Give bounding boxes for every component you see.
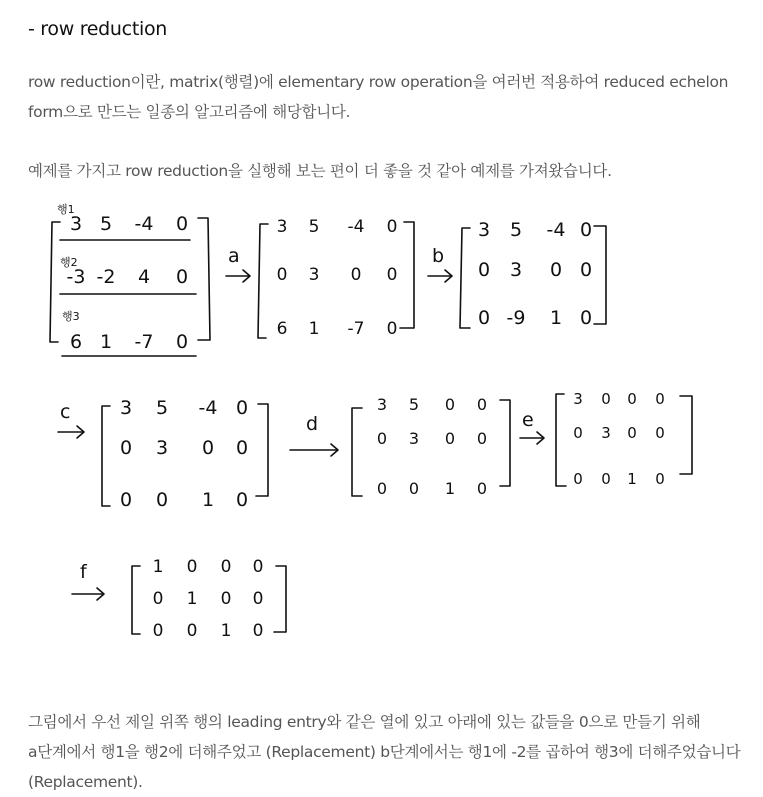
matrix-entry: 0 [119,437,133,459]
matrix-entry: 0 [376,429,388,448]
matrix-entry: 4 [137,266,151,288]
matrix-entry: -7 [347,319,365,339]
matrix-after-a [258,217,414,339]
matrix-entry: 1 [308,319,320,339]
step-e: e [522,409,534,431]
matrix-entry: -7 [134,331,154,353]
matrix-entry: 0 [186,557,198,577]
matrix-entry: 0 [408,479,420,498]
matrix-entry: 3 [276,217,288,237]
matrix-entry: 1 [627,470,637,488]
explanation-line-2: a단계에서 행1을 행2에 더해주었고 (Replacement) b단계에서는 행1에 -2를 곱하여 행3에 더해주었습니다 [28,743,741,761]
matrix-entry: 0 [235,489,249,511]
matrix-entry: 5 [308,217,320,237]
matrix-entry: 3 [573,390,583,408]
matrix-entry: 0 [579,307,593,329]
arrow-e-icon [520,432,544,444]
matrix-entry: 0 [376,479,388,498]
matrix-entry: 1 [549,307,563,329]
step-c: c [60,401,71,423]
matrix-entry: 6 [69,331,83,353]
matrix-entry: 0 [579,219,593,241]
matrix-entry: 0 [201,437,215,459]
matrix-entry: 1 [99,331,113,353]
matrix-entry: 0 [476,395,488,414]
step-d: d [306,413,319,435]
matrix-entry: 0 [235,397,249,419]
matrix-entry: 0 [386,319,398,339]
matrix-entry: 0 [477,307,491,329]
step-a: a [228,245,240,267]
matrix-entry: 0 [252,557,264,577]
matrix-after-e [556,390,692,488]
matrix-entry: 3 [119,397,133,419]
matrix-entry: 0 [252,589,264,609]
row-label-2: 행2 [60,256,78,269]
matrix-entry: 0 [155,489,169,511]
matrix-entry: 0 [477,259,491,281]
row-label-3: 행3 [62,310,80,323]
example-line: 예제를 가지고 row reduction을 실행해 보는 편이 더 좋을 것 같아 예제를 가져왔습니다. [28,162,612,180]
matrix-entry: 0 [276,265,288,285]
explanation-paragraph [28,707,740,797]
matrix-entry: 0 [235,437,249,459]
matrix-entry: 0 [573,424,583,442]
matrix-entry: -9 [506,307,526,329]
matrix-entry: 0 [601,470,611,488]
row-label-1: 행1 [57,203,75,216]
matrix-entry: 0 [220,589,232,609]
matrix-after-b [460,219,606,329]
arrow-b-icon [428,270,452,282]
matrix-entry: 0 [252,621,264,641]
matrix-entry: 3 [376,395,388,414]
explanation-line-1: 그림에서 우선 제일 위쪽 행의 leading entry와 같은 열에 있고 아래에 있는 값들을 0으로 만들기 위해 [28,713,701,731]
matrix-entry: 3 [155,437,169,459]
arrow-a-icon [226,270,250,282]
matrix-entry: 6 [276,319,288,339]
section-heading: - row reduction [28,18,168,40]
matrix-entry: 3 [69,213,83,235]
matrix-entry: 0 [186,621,198,641]
matrix-entry: 0 [476,429,488,448]
matrix-entry: 1 [220,621,232,641]
matrix-entry: 3 [509,259,523,281]
matrix-entry: 5 [155,397,169,419]
arrow-f-icon [72,588,104,600]
matrix-entry: 0 [175,213,189,235]
step-f: f [80,561,87,583]
matrix-entry: 0 [655,390,665,408]
matrix-entry: 1 [152,557,164,577]
matrix-entry: -3 [66,266,86,288]
matrix-entry: 0 [627,424,637,442]
matrix-entry: 0 [152,589,164,609]
matrix-entry: 0 [655,424,665,442]
matrix-entry: 0 [573,470,583,488]
matrix-entry: 0 [444,395,456,414]
intro-line-2: form으로 만드는 일종의 알고리즘에 해당합니다. [28,103,351,121]
matrix-entry: 3 [477,219,491,241]
matrix-entry: 0 [476,479,488,498]
matrix-entry: 5 [99,213,113,235]
matrix-entry: 0 [627,390,637,408]
matrix-reduced-echelon [132,557,286,641]
matrix-entry: -4 [198,397,218,419]
matrix-entry: 3 [308,265,320,285]
matrix-entry: 3 [408,429,420,448]
matrix-entry: 5 [509,219,523,241]
matrix-original [50,202,210,356]
matrix-entry: 0 [175,331,189,353]
step-b: b [432,245,445,267]
matrix-after-c [102,397,268,511]
matrix-entry: 0 [601,390,611,408]
matrix-entry: 0 [655,470,665,488]
intro-line-1: row reduction이란, matrix(행렬)에 elementary row operation을 여러번 적용하여 reduced echelon [28,73,729,91]
matrix-entry: 0 [175,266,189,288]
matrix-entry: -2 [96,266,116,288]
matrix-entry: 1 [201,489,215,511]
matrix-entry: -4 [546,219,566,241]
matrix-entry: 0 [549,259,563,281]
matrix-entry: 0 [386,265,398,285]
matrix-entry: 0 [119,489,133,511]
matrix-entry: 0 [220,557,232,577]
arrow-d-icon [290,444,338,456]
matrix-entry: 0 [579,259,593,281]
matrix-entry: 1 [444,479,456,498]
matrix-entry: -4 [347,217,365,237]
matrix-entry: 0 [152,621,164,641]
matrix-entry: 1 [186,589,198,609]
matrix-entry: -4 [134,213,154,235]
arrow-c-icon [58,426,84,438]
matrix-entry: 3 [601,424,611,442]
matrix-after-d [352,395,510,498]
explanation-line-3: (Replacement). [28,773,143,791]
matrix-entry: 0 [386,217,398,237]
matrix-entry: 0 [350,265,362,285]
matrix-entry: 5 [408,395,420,414]
matrix-entry: 0 [444,429,456,448]
